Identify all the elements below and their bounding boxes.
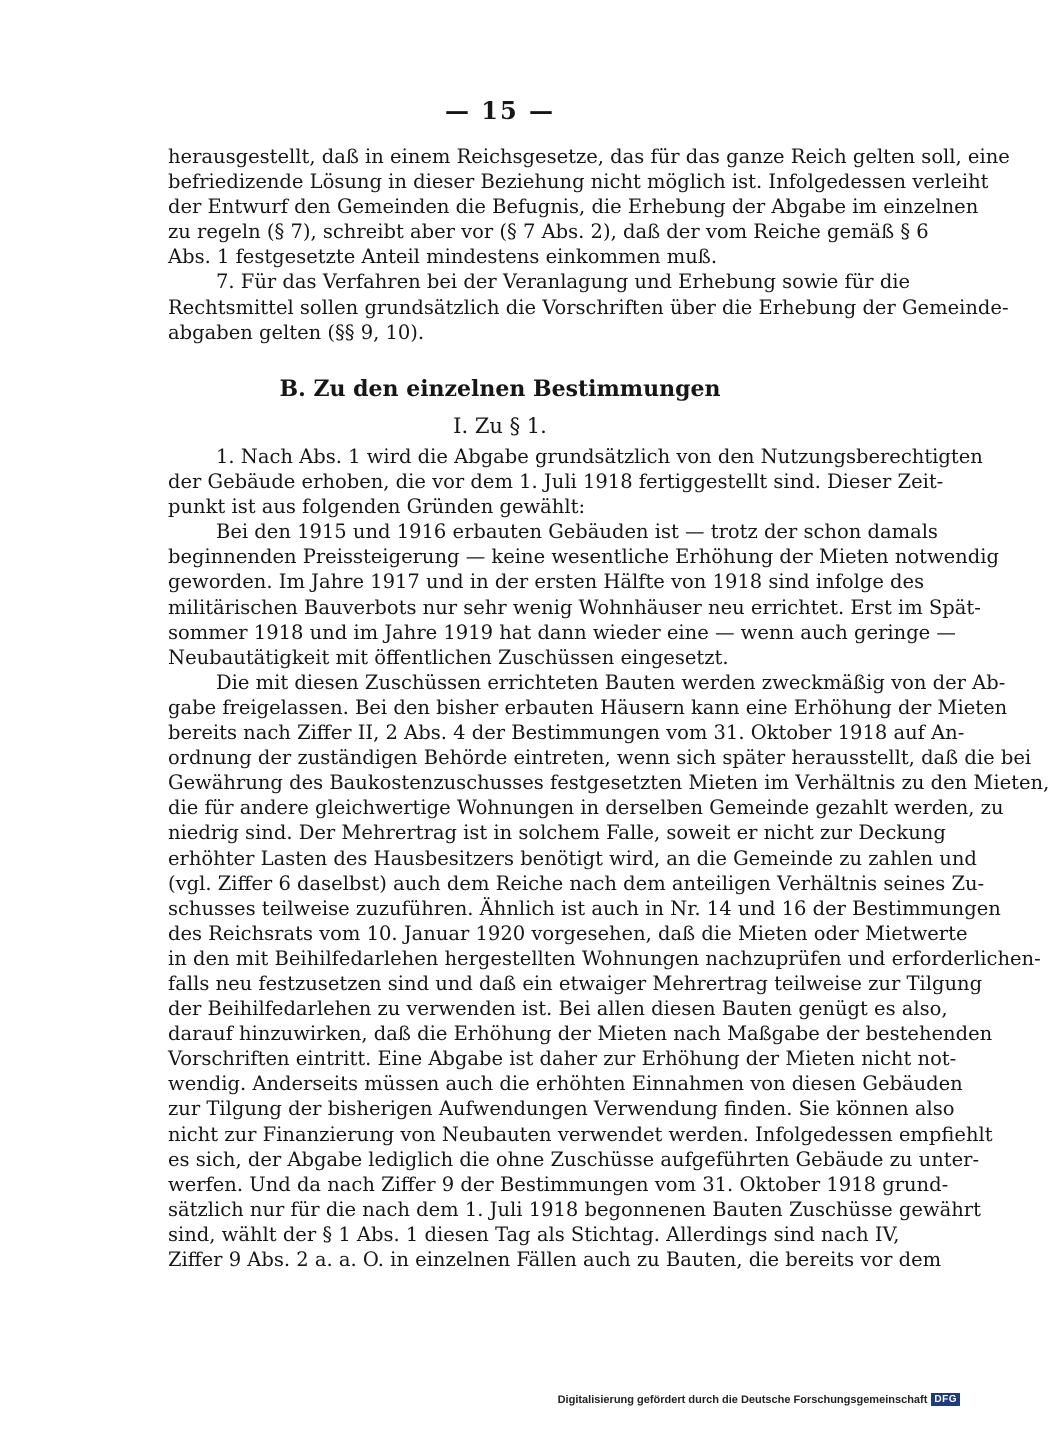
text-line: sommer 1918 und im Jahre 1919 hat dann wieder eine — wenn auch geringe — <box>168 620 956 644</box>
text-line: werfen. Und da nach Ziffer 9 der Bestimmungen vom 31. Oktober 1918 grund- <box>168 1172 949 1196</box>
text-line: 7. Für das Verfahren bei der Veranlagung und Erhebung sowie für die <box>216 270 911 294</box>
text-line: befriedizende Lösung in dieser Beziehung nicht möglich ist. Infolgedessen verleiht <box>168 170 989 194</box>
text-line: in den mit Beihilfedarlehen hergestellten Wohnungen nachzuprüfen und erforderlichen- <box>168 946 1041 970</box>
text-line: bereits nach Ziffer II, 2 Abs. 4 der Bestimmungen vom 31. Oktober 1918 auf An- <box>168 721 965 745</box>
text-line: niedrig sind. Der Mehrertrag ist in solchem Falle, soweit er nicht zur Deckung <box>168 821 946 845</box>
text-line: abgaben gelten (§§ 9, 10). <box>168 320 425 344</box>
intro-text-block <box>168 144 1010 345</box>
text-line: darauf hinzuwirken, daß die Erhöhung der Mieten nach Maßgabe der bestehenden <box>168 1022 993 1046</box>
text-line: geworden. Im Jahre 1917 und in der ersten Hälfte von 1918 sind infolge des <box>168 570 925 594</box>
text-line: ordnung der zuständigen Behörde eintreten, wenn sich später herausstellt, daß die bei <box>168 746 1032 770</box>
text-line: des Reichsrats vom 10. Januar 1920 vorgesehen, daß die Mieten oder Mietwerte <box>168 921 968 945</box>
footer-credit <box>558 1393 960 1406</box>
text-line: Vorschriften eintritt. Eine Abgabe ist daher zur Erhöhung der Mieten nicht not- <box>168 1047 957 1071</box>
text-line: Gewährung des Baukostenzuschusses festgesetzten Mieten im Verhältnis zu den Mieten, <box>168 771 1049 795</box>
text-line: punkt ist aus folgenden Gründen gewählt: <box>168 495 586 519</box>
text-line: 1. Nach Abs. 1 wird die Abgabe grundsätzlich von den Nutzungsberechtigten <box>216 445 983 468</box>
text-line: Neubautätigkeit mit öffentlichen Zuschüssen eingesetzt. <box>168 645 729 669</box>
text-line: militärischen Bauverbots nur sehr wenig Wohnhäuser neu errichtet. Erst im Spät- <box>168 595 981 619</box>
dfg-logo-icon: DFG <box>931 1393 960 1406</box>
text-line: sätzlich nur für die nach dem 1. Juli 1918 begonnenen Bauten Zuschüsse gewährt <box>168 1197 981 1221</box>
text-line: Abs. 1 festgesetzte Anteil mindestens einkommen muß. <box>168 245 718 269</box>
text-line: wendig. Anderseits müssen auch die erhöhten Einnahmen von diesen Gebäuden <box>168 1072 963 1096</box>
text-line: falls neu festzusetzen sind und daß ein etwaiger Mehrertrag teilweise zur Tilgung <box>168 971 983 995</box>
text-line: nicht zur Finanzierung von Neubauten verwendet werden. Infolgedessen empfiehlt <box>168 1122 993 1146</box>
text-line: (vgl. Ziffer 6 daselbst) auch dem Reiche nach dem anteiligen Verhältnis seines Zu- <box>168 871 985 895</box>
text-line: zu regeln (§ 7), schreibt aber vor (§ 7 Abs. 2), daß der vom Reiche gemäß § 6 <box>168 220 929 244</box>
sub-heading: I. Zu § 1. <box>453 414 547 438</box>
text-line: sind, wählt der § 1 Abs. 1 diesen Tag als Stichtag. Allerdings sind nach IV, <box>168 1222 900 1246</box>
text-line: gabe freigelassen. Bei den bisher erbauten Häusern kann eine Erhöhung der Mieten <box>168 695 1008 719</box>
text-line: die für andere gleichwertige Wohnungen in derselben Gemeinde gezahlt werden, zu <box>168 796 1004 820</box>
text-line: erhöhter Lasten des Hausbesitzers benötigt wird, an die Gemeinde zu zahlen und <box>168 846 977 870</box>
text-line: der Beihilfedarlehen zu verwenden ist. Bei allen diesen Bauten genügt es also, <box>168 997 948 1021</box>
text-line: der Gebäude erhoben, die vor dem 1. Juli 1918 fertiggestellt sind. Dieser Zeit- <box>168 470 944 494</box>
footer-credit-text: Digitalisierung gefördert durch die Deutsche Forschungsgemeinschaft <box>557 1393 928 1406</box>
text-line: herausgestellt, daß in einem Reichsgesetze, das für das ganze Reich gelten soll, eine <box>168 145 1010 168</box>
text-line: zur Tilgung der bisherigen Aufwendungen Verwendung finden. Sie können also <box>168 1097 955 1121</box>
text-line: es sich, der Abgabe lediglich die ohne Zuschüsse aufgeführten Gebäude zu unter- <box>168 1147 980 1171</box>
main-text-block <box>168 444 1049 1272</box>
section-heading: B. Zu den einzelnen Bestimmungen <box>279 376 721 402</box>
text-line: Ziffer 9 Abs. 2 a. a. O. in einzelnen Fällen auch zu Bauten, die bereits vor dem <box>168 1248 942 1271</box>
page-number: — 15 — <box>444 96 556 125</box>
text-line: Rechtsmittel sollen grundsätzlich die Vorschriften über die Erhebung der Gemeinde- <box>168 295 1009 319</box>
text-line: schusses teilweise zuzuführen. Ähnlich ist auch in Nr. 14 und 16 der Bestimmungen <box>168 896 1001 920</box>
text-line: der Entwurf den Gemeinden die Befugnis, die Erhebung der Abgabe im einzelnen <box>168 195 979 219</box>
text-line: beginnenden Preissteigerung — keine wesentliche Erhöhung der Mieten notwendig <box>168 545 999 569</box>
text-line: Die mit diesen Zuschüssen errichteten Bauten werden zweckmäßig von der Ab- <box>216 670 1006 694</box>
text-line: Bei den 1915 und 1916 erbauten Gebäuden ist — trotz der schon damals <box>216 520 938 544</box>
